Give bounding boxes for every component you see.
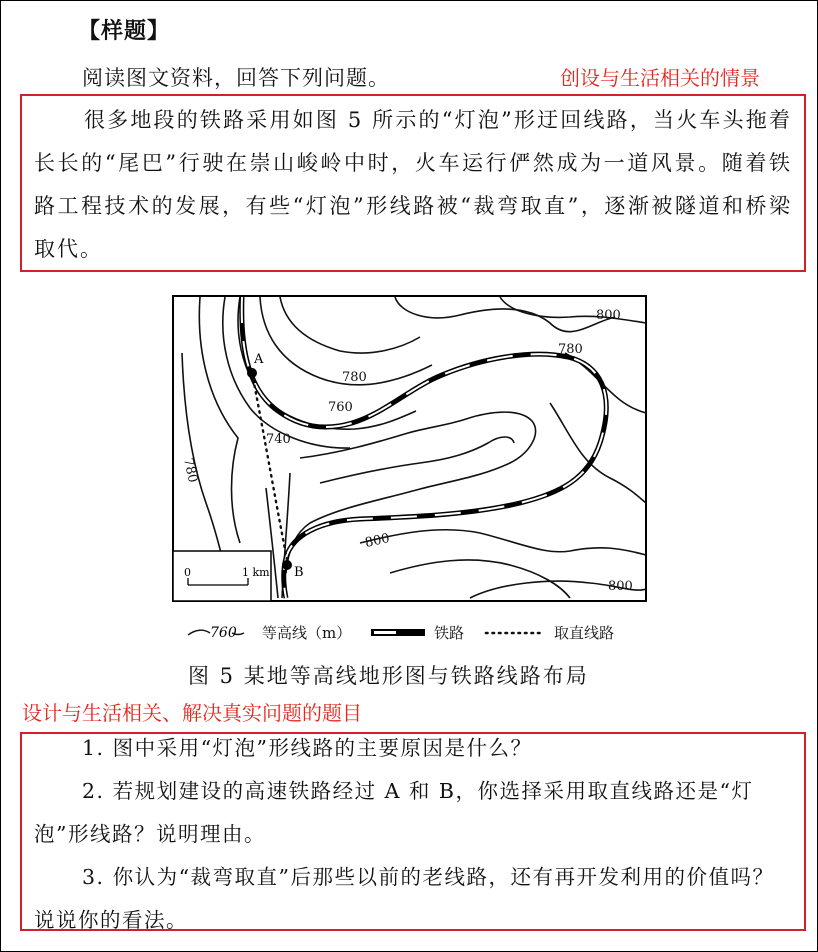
scale-one-km: 1 km [242,566,270,579]
contour-label-800-bottom: 800 [608,579,633,594]
passage-text: 很多地段的铁路采用如图 5 所示的“灯泡”形迂回线路，当火车头拖着长长的“尾巴”行驶在崇山峻岭中时，火车运行俨然成为一道风景。随着铁路工程技术的发展，有些“灯泡”形线路被“裁弯取直”，逐渐被隧道和桥梁取代。 [34,108,792,261]
contour-label-740: 740 [266,432,291,447]
scale-zero: 0 [184,566,191,579]
contour-map [170,293,650,605]
legend-contour-sample: 760 [210,625,237,641]
question-3: 3. 你认为“裁弯取直”后那些以前的老线路，还有再开发利用的价值吗？说说你的看法。 [34,865,775,932]
contour-legend-icon [186,621,246,643]
contour-label-800-mid: 800 [363,531,392,551]
point-a-marker [247,368,257,378]
annotation-task-note: 设计与生活相关、解决真实问题的题目 [22,701,362,725]
legend-contour-text: 等高线（m） [262,624,352,642]
scale-bar [173,551,271,601]
railway-legend-icon [370,628,426,638]
legend-straight-text: 取直线路 [554,624,615,642]
instruction-text: 阅读图文资料，回答下列问题。 [82,66,390,90]
question-2: 2. 若规划建设的高速铁路经过 A 和 B，你选择采用取直线路还是“灯泡”形线路？说明理由。 [34,779,754,846]
contour-label-780-right: 780 [558,342,583,357]
contour-label-780-left: 780 [180,456,200,485]
point-b-label: B [294,565,304,580]
annotation-context-note: 创设与生活相关的情景 [560,66,760,90]
point-b-marker [282,560,292,570]
legend-railway-text: 铁路 [434,624,465,642]
map-legend [184,619,644,647]
sample-label: 【样题】 [78,18,171,44]
contour-label-760: 760 [328,400,353,415]
point-a-label: A [254,352,264,367]
figure-caption: 图 5 某地等高线地形图与铁路线路布局 [188,664,589,688]
question-1: 1. 图中采用“灯泡”形线路的主要原因是什么？ [82,736,533,760]
contour-label-800-top: 800 [596,308,621,323]
contour-label-780-center: 780 [342,370,367,385]
straight-line-legend-icon [484,628,542,638]
